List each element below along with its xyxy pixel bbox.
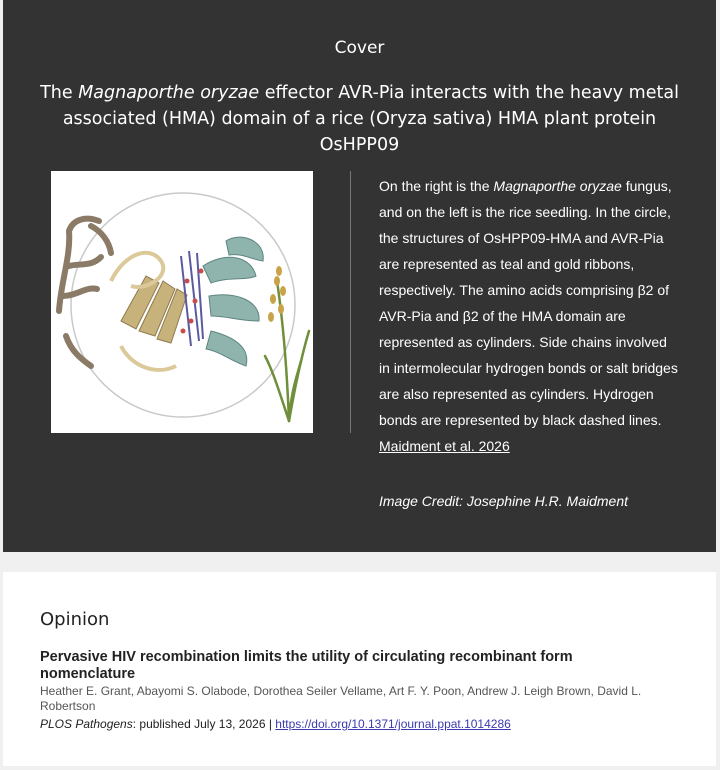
cover-heading: Cover: [334, 38, 385, 58]
cover-divider: [350, 171, 351, 433]
cover-description: [379, 173, 679, 459]
journal-name: PLOS Pathogens: [40, 717, 133, 731]
doi-link[interactable]: https://doi.org/10.1371/journal.ppat.1014286: [275, 717, 511, 731]
published-date: : published July 13, 2026 |: [132, 717, 276, 731]
cover-description-part: On the right is the: [379, 178, 494, 194]
cover-title-part: effector AVR-Pia interacts with the heavy metal associated (HMA) domain of a rice (Oryza sativa) HMA plant protein OsHPP09: [62, 83, 679, 155]
cover-image: [51, 171, 313, 433]
cover-section: [3, 0, 716, 552]
cover-description-part: fungus, and on the left is the rice seedling. In the circle, the structures of OsHPP09-HMA and AVR-Pia are represented as teal and gold ribbons, respectively. The amino acids comprising β2 of AVR-Pia and β2 of the HMA domain are represented as cylinders. Side chains involved in intermolecular hydrogen bonds or salt bridges are also represented as cylinders. Hydrogen bonds are represented by black dashed lines.: [379, 178, 678, 428]
article-title[interactable]: Pervasive HIV recombination limits the utility of circulating recombinant form nomenclature: [40, 649, 573, 682]
opinion-heading: Opinion: [40, 609, 110, 630]
cover-description-text: [379, 178, 678, 428]
cover-title-part: Magnaporthe oryzae: [78, 83, 260, 103]
maidment-citation-link[interactable]: Maidment et al. 2026: [379, 438, 510, 454]
article-authors: Heather E. Grant, Abayomi S. Olabode, Dorothea Seiler Vellame, Art F. Y. Poon, Andrew J. Leigh Brown, David L. Robertson: [40, 684, 642, 713]
image-credit: Image Credit: Josephine H.R. Maidment: [379, 493, 628, 509]
cover-title: [31, 80, 688, 158]
cover-title-part: The: [40, 83, 79, 103]
opinion-section: [3, 572, 716, 766]
cover-description-part: Magnaporthe oryzae: [493, 178, 622, 194]
article-meta: [40, 717, 680, 732]
protein-structure-illustration: [51, 171, 313, 433]
